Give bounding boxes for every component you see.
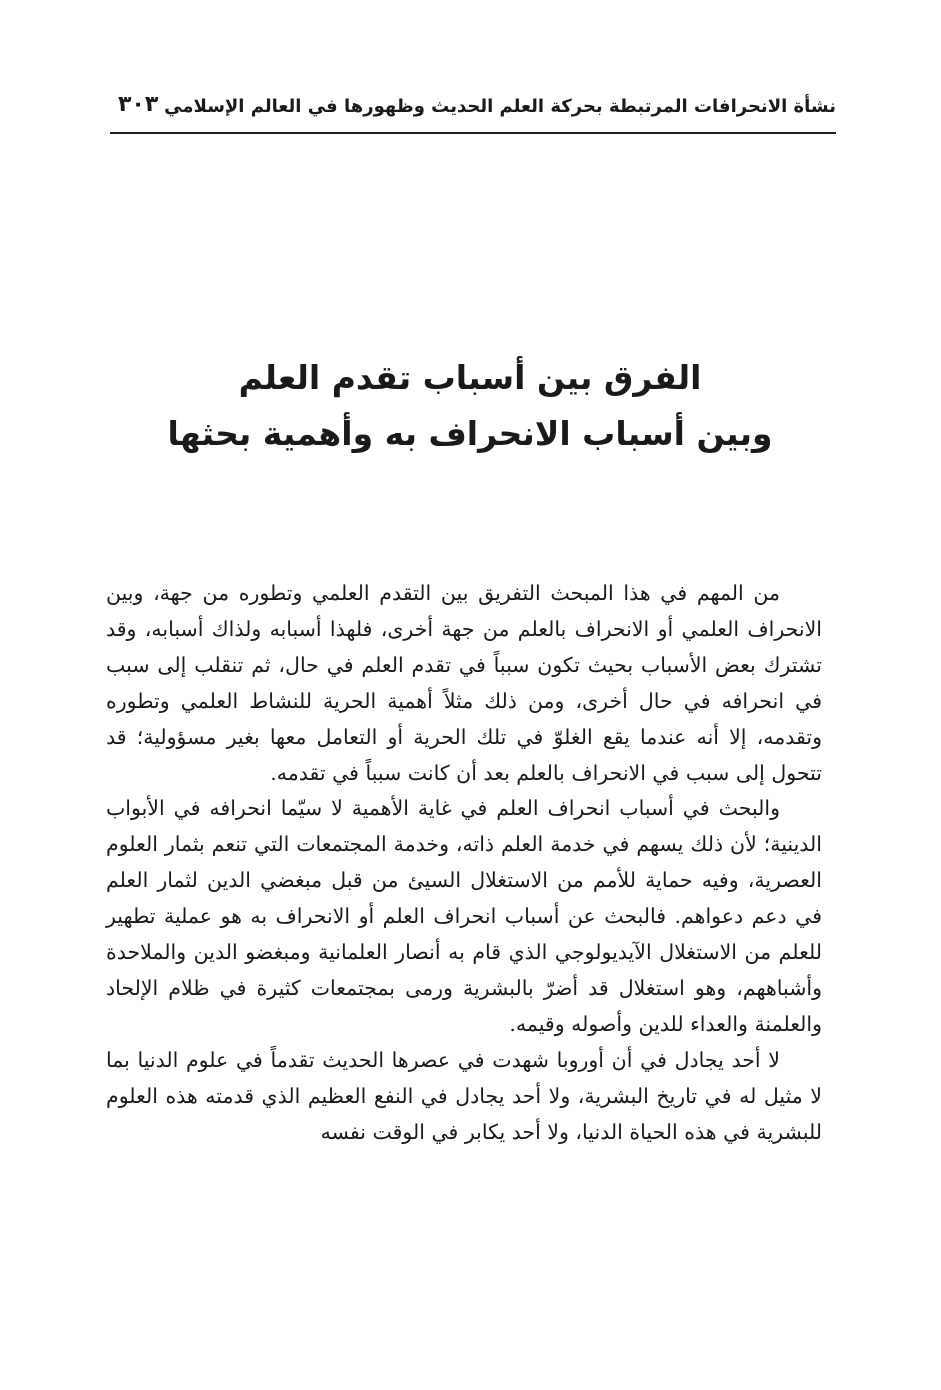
paragraph-1: من المهم في هذا المبحث التفريق بين التقدم العلمي وتطوره من جهة، وبين الانحراف العلمي أو الانحراف بالعلم من جهة أخرى، فلهذا أسبابه ولذاك أسبابه، وقد تشترك بعض الأسباب بحيث تكون سبباً في تقدم العلم في حال، ثم تنقلب إلى سبب في انحرافه في حال أخرى، ومن ذلك مثلاً أهمية الحرية للنشاط العلمي وتطوره وتقدمه، إلا أنه عندما يقع الغلوّ في تلك الحرية أو التعامل معها بغير مسؤولية؛ قد تتحول إلى سبب في الانحراف بالعلم بعد أن كانت سبباً في تقدمه. <box>106 581 822 785</box>
paragraph-2: والبحث في أسباب انحراف العلم في غاية الأهمية لا سيّما انحرافه في الأبواب الدينية؛ لأن ذلك يسهم في خدمة العلم ذاته، وخدمة المجتمعات التي تنعم بثمار العلوم العصرية، وفيه حماية للأمم من الاستغلال السيئ من قبل مبغضي الدين لثمار العلم في دعم دعواهم. فالبحث عن أسباب انحراف العلم أو الانحراف به هو عملية تطهير للعلم من الاستغلال الآيديولوجي الذي قام به أنصار العلمانية ومبغضو الدين والملاحدة وأشباههم، وهو استغلال قد أضرّ بالبشرية ورمى بمجتمعات كثيرة في ظلام الإلحاد والعلمنة والعداء للدين وأصوله وقيمه. <box>106 796 822 1036</box>
paragraph-3: لا أحد يجادل في أن أوروبا شهدت في عصرها الحديث تقدماً في علوم الدنيا بما لا مثيل له في تاريخ البشرية، ولا أحد يجادل في النفع العظيم الذي قدمته هذه العلوم للبشرية في هذه الحياة الدنيا، ولا أحد يكابر في الوقت نفسه <box>106 1047 822 1144</box>
running-title: نشأة الانحرافات المرتبطة بحركة العلم الحديث وظهورها في العالم الإسلامي <box>164 96 836 117</box>
page-number: ٣٠٣ <box>118 92 159 117</box>
body-text <box>106 576 822 1151</box>
running-header <box>110 92 836 134</box>
chapter-title <box>150 350 790 462</box>
chapter-title-line-1: الفرق بين أسباب تقدم العلم <box>238 358 702 397</box>
chapter-title-line-2: وبين أسباب الانحراف به وأهمية بحثها <box>167 414 773 453</box>
